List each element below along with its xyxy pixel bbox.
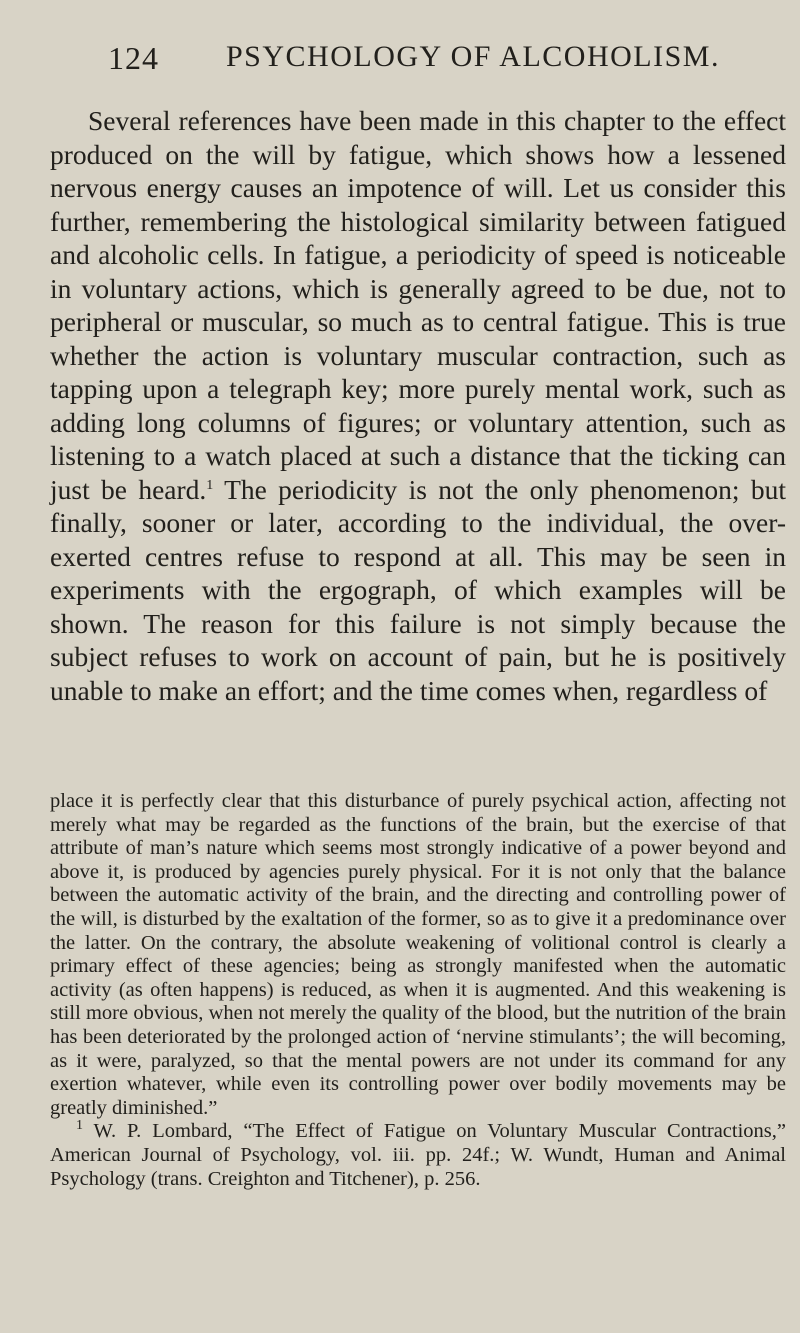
footnote-reference: 1 — [206, 477, 214, 493]
body-text-part-2: The periodicity is not the only phenomenon; but finally, sooner or later, according to the individual, the over-exerted centres refuse to respond at all. This may be seen in experiments with the ergograph, of which examples will be shown. The reason for this failure is not simply because the subject refuses to work on account of pain, but he is positively unable to make an effort; and the time comes when, regardless of — [50, 473, 786, 706]
footnote-area — [50, 790, 786, 1191]
footnote-quote-continuation: place it is perfectly clear that this disturbance of purely psychical action, affecting not merely what may be regarded as the functions of the brain, but the exercise of that attribute of man’s nature which seems most strongly indicative of a power beyond and above it, is produced by agencies purely physical. For it is not only that the balance between the automatic activity of the brain, and the directing and controlling power of the will, is disturbed by the exaltation of the former, so as to give it a predominance over the latter. On the contrary, the absolute weakening of volitional control is clearly a primary effect of these agencies; being as strongly manifested when the automatic activity (as often happens) is reduced, as when it is augmented. And this weakening is still more obvious, when not merely the quality of the blood, but the nutrition of the brain has been deteriorated by the prolonged action of ‘nervine stimulants’; the will becoming, as it were, paralyzed, so that the mental powers are not under its command for any exertion whatever, while even its controlling power over bodily movements may be greatly diminished.” — [50, 790, 786, 1119]
page-header — [108, 40, 748, 84]
body-paragraph — [50, 104, 786, 707]
footnote-text: W. P. Lombard, “The Effect of Fatigue on Voluntary Muscular Contractions,” American Journal of Psychology, vol. iii. pp. 24f.; W. Wundt, Human and Animal Psychology (trans. Creighton and Titchener), p. 256. — [50, 1120, 786, 1190]
footnote-marker: 1 — [76, 1118, 83, 1134]
body-text-part-1: Several references have been made in this chapter to the effect produced on the will by fatigue, which shows how a lessened nervous energy causes an impotence of will. Let us consider this further, remembering the histological similarity between fatigued and alcoholic cells. In fatigue, a periodicity of speed is noticeable in voluntary actions, which is generally agreed to be due, not to peripheral or muscular, so much as to central fatigue. This is true whether the action is voluntary muscular contraction, such as tapping upon a telegraph key; more purely mental work, such as adding long columns of figures; or voluntary attention, such as listening to a watch placed at such a distance that the ticking can just be heard. — [50, 105, 786, 505]
page-number: 124 — [108, 40, 159, 76]
main-text — [50, 104, 786, 707]
footnote-citation — [50, 1120, 786, 1191]
running-head: PSYCHOLOGY OF ALCOHOLISM. — [226, 40, 720, 73]
